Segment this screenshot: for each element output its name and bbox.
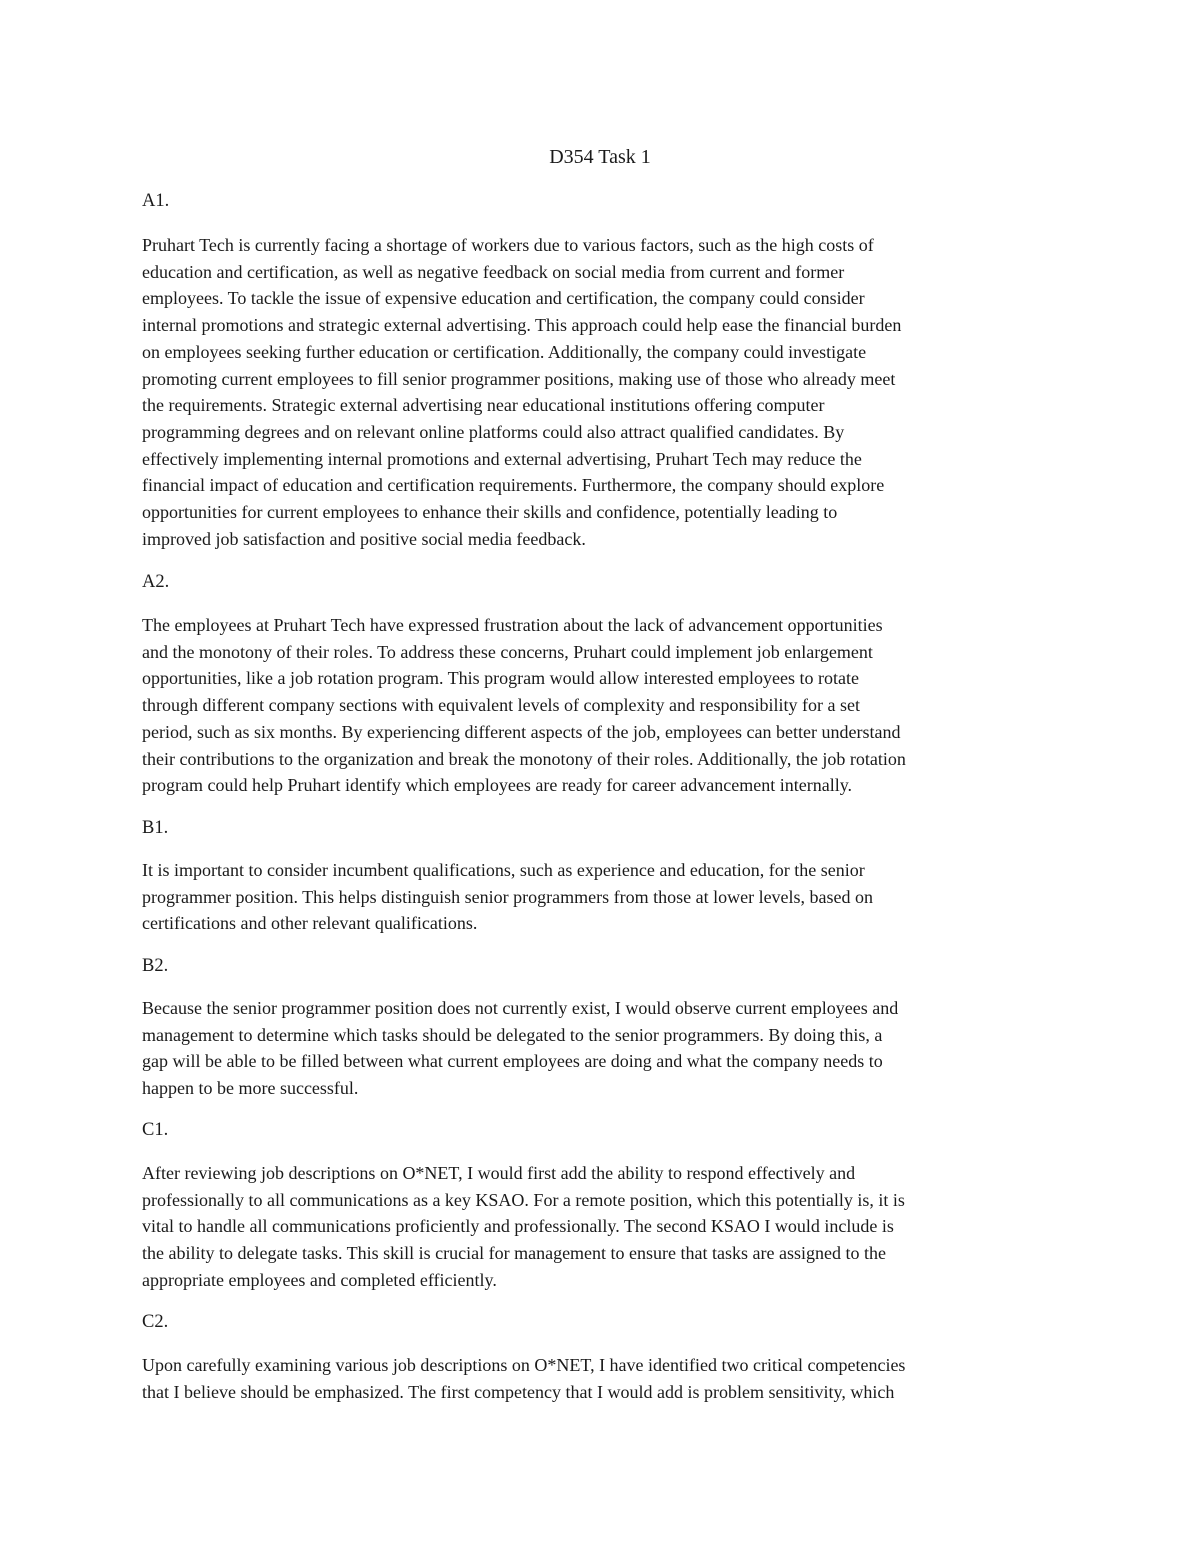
text-line: on employees seeking further education or certification. Additionally, the company could investigate bbox=[142, 341, 867, 362]
text-line: vital to handle all communications proficiently and professionally. The second KSAO I would include is bbox=[142, 1216, 894, 1237]
text-line: employees. To tackle the issue of expensive education and certification, the company could consider bbox=[142, 288, 865, 309]
section-body-b1 bbox=[142, 857, 1072, 937]
text-line: and the monotony of their roles. To address these concerns, Pruhart could implement job enlargement bbox=[142, 641, 873, 662]
text-line: happen to be more successful. bbox=[142, 1078, 359, 1099]
section-heading-c1: C1. bbox=[142, 1120, 169, 1140]
text-line: Because the senior programmer position does not currently exist, I would observe current employees and bbox=[142, 998, 899, 1018]
text-line: gap will be able to be filled between what current employees are doing and what the company needs to bbox=[142, 1051, 883, 1072]
section-body-b2 bbox=[142, 995, 1072, 1102]
text-line: After reviewing job descriptions on O*NET, I would first add the ability to respond effectively and bbox=[142, 1163, 856, 1183]
text-line: programmer position. This helps distinguish senior programmers from those at lower levels, based on bbox=[142, 886, 874, 907]
text-line: program could help Pruhart identify which employees are ready for career advancement internally. bbox=[142, 775, 853, 796]
text-line: the requirements. Strategic external advertising near educational institutions offering computer bbox=[142, 395, 825, 416]
text-line: internal promotions and strategic external advertising. This approach could help ease the financial burden bbox=[142, 315, 902, 336]
text-line: opportunities for current employees to enhance their skills and confidence, potentially leading to bbox=[142, 502, 838, 523]
text-line: Upon carefully examining various job descriptions on O*NET, I have identified two critical competencies bbox=[142, 1355, 906, 1375]
section-body-a1 bbox=[142, 232, 1072, 552]
section-heading-c2: C2. bbox=[142, 1312, 169, 1332]
section-heading-b1: B1. bbox=[142, 818, 169, 838]
text-line: improved job satisfaction and positive social media feedback. bbox=[142, 528, 586, 549]
text-line: professionally to all communications as a key KSAO. For a remote position, which this potentially is, it is bbox=[142, 1189, 905, 1210]
text-line: certifications and other relevant qualifications. bbox=[142, 913, 478, 934]
section-heading-b2: B2. bbox=[142, 956, 169, 976]
text-line: appropriate employees and completed efficiently. bbox=[142, 1269, 497, 1290]
section-body-c1 bbox=[142, 1160, 1072, 1294]
section-heading-a1: A1. bbox=[142, 191, 170, 211]
text-line: The employees at Pruhart Tech have expressed frustration about the lack of advancement opportunities bbox=[142, 615, 883, 635]
section-body-a2 bbox=[142, 612, 1072, 799]
text-line: opportunities, like a job rotation program. This program would allow interested employees to rotate bbox=[142, 668, 860, 689]
text-line: that I believe should be emphasized. The first competency that I would add is problem sensitivity, which bbox=[142, 1381, 895, 1402]
text-line: programming degrees and on relevant online platforms could also attract qualified candidates. By bbox=[142, 421, 845, 442]
text-line: the ability to delegate tasks. This skill is crucial for management to ensure that tasks are assigned to the bbox=[142, 1243, 886, 1264]
text-line: financial impact of education and certification requirements. Furthermore, the company should explore bbox=[142, 475, 885, 496]
section-body-c2 bbox=[142, 1352, 1072, 1405]
text-line: effectively implementing internal promotions and external advertising, Pruhart Tech may reduce the bbox=[142, 448, 862, 469]
text-line: management to determine which tasks should be delegated to the senior programmers. By doing this, a bbox=[142, 1024, 883, 1045]
section-heading-a2: A2. bbox=[142, 572, 170, 592]
text-line: It is important to consider incumbent qualifications, such as experience and education, for the senior bbox=[142, 860, 865, 880]
text-line: through different company sections with equivalent levels of complexity and responsibility for a set bbox=[142, 695, 860, 716]
document-title: D354 Task 1 bbox=[549, 146, 651, 168]
text-line: promoting current employees to fill senior programmer positions, making use of those who already meet bbox=[142, 368, 896, 389]
text-line: their contributions to the organization and break the monotony of their roles. Additionally, the job rotation bbox=[142, 748, 906, 769]
text-line: education and certification, as well as negative feedback on social media from current and former bbox=[142, 261, 845, 282]
text-line: Pruhart Tech is currently facing a shortage of workers due to various factors, such as the high costs of bbox=[142, 235, 874, 255]
text-line: period, such as six months. By experiencing different aspects of the job, employees can better understand bbox=[142, 721, 901, 742]
